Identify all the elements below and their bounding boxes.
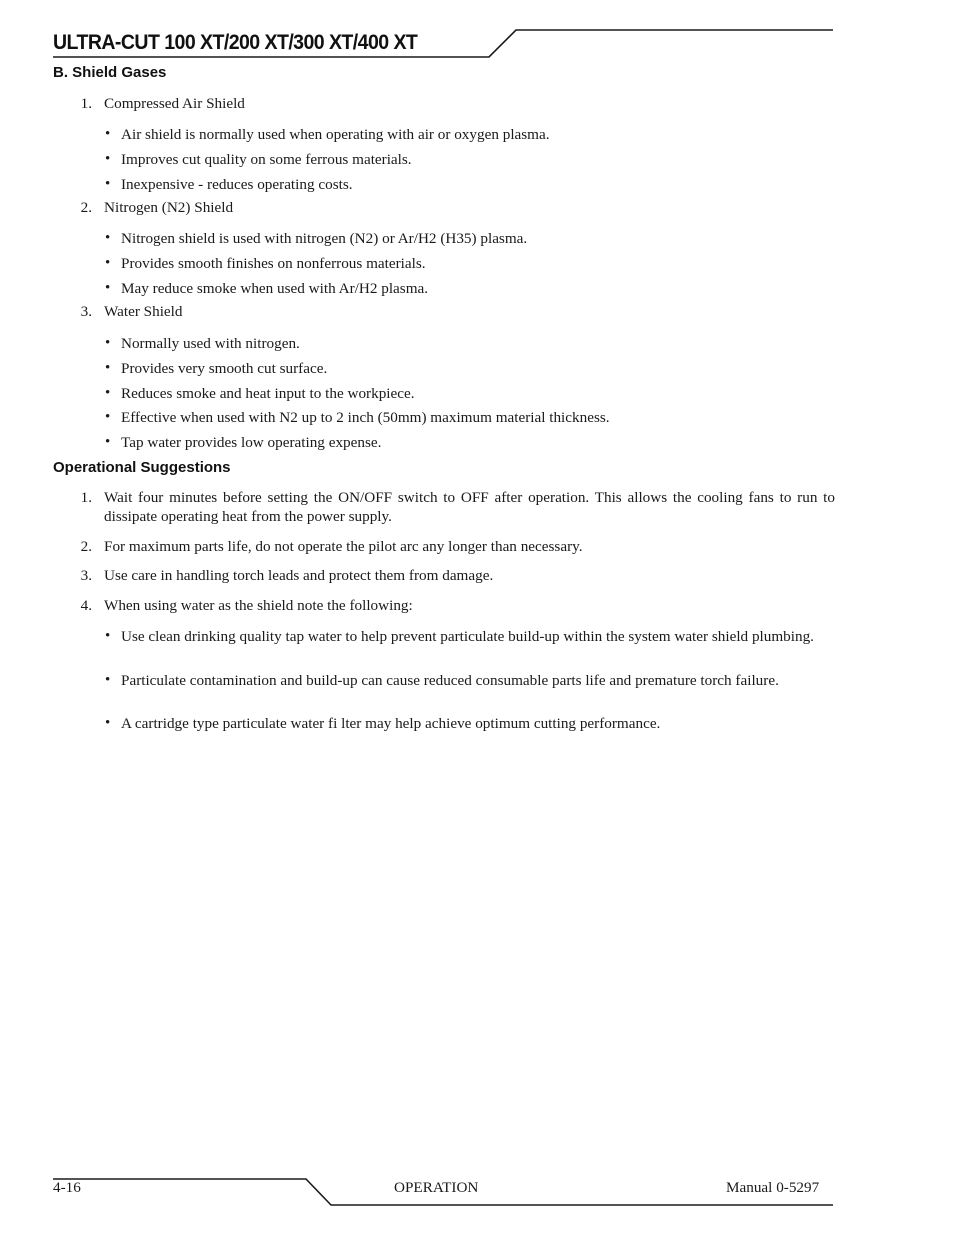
bullet-glyph: • — [105, 672, 111, 688]
page-number: 4-16 — [53, 1179, 81, 1196]
list-item-text: For maximum parts life, do not operate the pilot arc any longer than necessary. — [104, 538, 583, 555]
bullet-text: Effective when used with N2 up to 2 inch (50mm) maximum material thickness. — [121, 409, 610, 426]
list-item-label: Compressed Air Shield — [104, 95, 245, 112]
section-heading-shield-gases: B. Shield Gases — [53, 64, 167, 81]
list-number: 2. — [80, 199, 92, 216]
list-item-text: Use care in handling torch leads and protect them from damage. — [104, 567, 494, 584]
bullet-glyph: • — [105, 280, 111, 296]
bullet-text: Particulate contamination and build-up can cause reduced consumable parts life and premature torch failure. — [121, 672, 779, 689]
list-number: 2. — [80, 538, 92, 555]
bullet-text: May reduce smoke when used with Ar/H2 plasma. — [121, 280, 429, 297]
document-title: ULTRA-CUT 100 XT/200 XT/300 XT/400 XT — [53, 31, 418, 54]
bullet-text: Nitrogen shield is used with nitrogen (N2) or Ar/H2 (H35) plasma. — [121, 230, 528, 247]
bullet-text: Normally used with nitrogen. — [121, 335, 300, 352]
bullet-text: Inexpensive - reduces operating costs. — [121, 176, 353, 193]
list-number: 3. — [80, 303, 92, 320]
bullet-text: Provides very smooth cut surface. — [121, 360, 328, 377]
bullet-glyph: • — [105, 360, 111, 376]
footer-section: OPERATION — [394, 1179, 479, 1196]
bullet-glyph: • — [105, 126, 111, 142]
bullet-text: Use clean drinking quality tap water to help prevent particulate build-up within the system water shield plumbing. — [121, 628, 814, 645]
bullet-text: Provides smooth finishes on nonferrous materials. — [121, 255, 426, 272]
list-item-label: Water Shield — [104, 303, 183, 320]
list-item-text: When using water as the shield note the following: — [104, 597, 413, 614]
bullet-glyph: • — [105, 335, 111, 351]
list-number: 1. — [80, 489, 92, 506]
list-number: 4. — [80, 597, 92, 614]
bullet-glyph: • — [105, 176, 111, 192]
bullet-glyph: • — [105, 385, 111, 401]
bullet-text: Improves cut quality on some ferrous materials. — [121, 151, 412, 168]
bullet-glyph: • — [105, 715, 111, 731]
list-number: 1. — [80, 95, 92, 112]
bullet-text: Air shield is normally used when operating with air or oxygen plasma. — [121, 126, 550, 143]
bullet-text: Reduces smoke and heat input to the workpiece. — [121, 385, 415, 402]
list-item-text: Wait four minutes before setting the ON/OFF switch to OFF after operation. This allows the cooling fans to run to dissipate operating heat from the power supply. — [104, 489, 835, 525]
section-heading-operational-suggestions: Operational Suggestions — [53, 459, 231, 476]
bullet-glyph: • — [105, 255, 111, 271]
list-item-label: Nitrogen (N2) Shield — [104, 199, 234, 216]
bullet-glyph: • — [105, 151, 111, 167]
bullet-glyph: • — [105, 628, 111, 644]
bullet-text: A cartridge type particulate water fi lter may help achieve optimum cutting performance. — [121, 715, 661, 732]
bullet-glyph: • — [105, 409, 111, 425]
bullet-text: Tap water provides low operating expense. — [121, 434, 382, 451]
bullet-glyph: • — [105, 434, 111, 450]
bullet-glyph: • — [105, 230, 111, 246]
list-number: 3. — [80, 567, 92, 584]
manual-number: Manual 0-5297 — [726, 1179, 820, 1196]
